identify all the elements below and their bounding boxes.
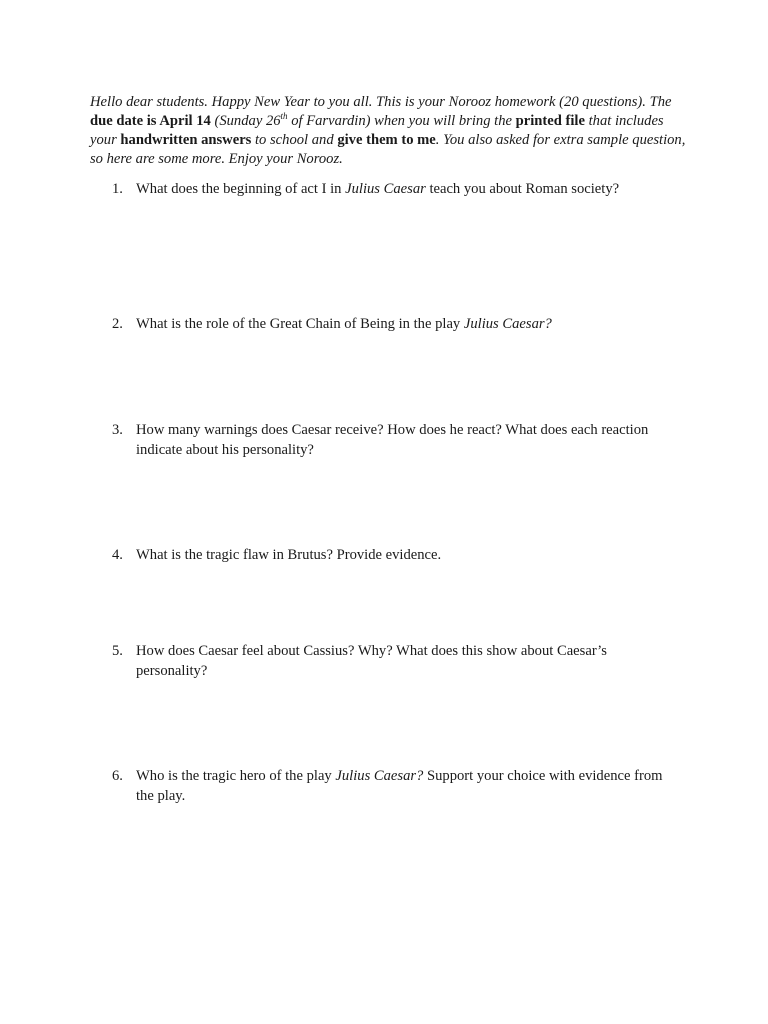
play-title: Julius Caesar [345, 181, 426, 197]
question-text: How does Caesar feel about Cassius? Why? What does this show about Caesar’s personality? [136, 643, 607, 679]
intro-text: to school and [251, 132, 338, 148]
question-number: 1. [112, 181, 123, 197]
play-title: Julius Caesar? [335, 768, 424, 784]
handwritten-answers-emphasis: handwritten answers [120, 132, 252, 148]
question-number: 4. [112, 547, 123, 563]
intro-paragraph [90, 93, 690, 169]
question-text: How many warnings does Caesar receive? How does he react? What does each reaction indicate about his personality? [136, 422, 649, 458]
intro-text: . You also asked for extra sample question, so here are some more. Enjoy your Norooz. [90, 132, 686, 167]
question-text: What is the tragic flaw in Brutus? Provide evidence. [136, 547, 442, 563]
question-item [112, 642, 672, 681]
question-number: 2. [112, 316, 123, 332]
intro-greeting: Hello dear students. Happy New Year to you all. This is your Norooz homework (20 questions). [90, 94, 646, 110]
question-text: Who is the tragic hero of the play Julius Caesar? Support your choice with evidence from the play. [136, 768, 663, 804]
question-item [112, 180, 672, 200]
give-them-emphasis: give them to me [337, 132, 436, 148]
intro-text: of Farvardin) when you will bring the [287, 113, 516, 129]
intro-text: The [649, 94, 672, 110]
question-text: What is the role of the Great Chain of Being in the play Julius Caesar? [136, 316, 552, 332]
play-title: Julius Caesar? [463, 316, 552, 332]
printed-file-emphasis: printed file [515, 113, 585, 129]
ordinal-suffix: th [280, 111, 288, 122]
intro-text: that includes your [90, 113, 664, 148]
question-item [112, 315, 672, 335]
question-number: 5. [112, 643, 123, 659]
question-number: 3. [112, 422, 123, 438]
question-item [112, 767, 672, 806]
question-item [112, 421, 672, 460]
due-date: due date is April 14 [90, 113, 211, 129]
intro-text: (Sunday 26 [210, 113, 281, 129]
question-item [112, 546, 672, 566]
question-text: What does the beginning of act I in Julius Caesar teach you about Roman society? [136, 181, 620, 197]
question-number: 6. [112, 768, 123, 784]
